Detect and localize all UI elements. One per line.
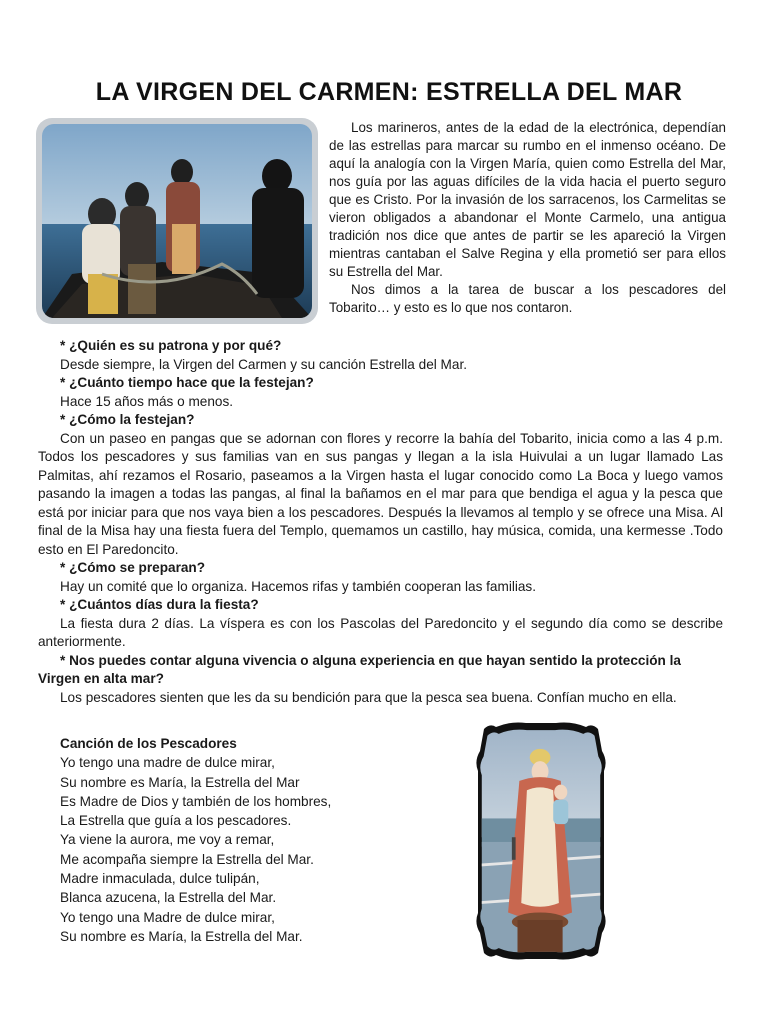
answer: Los pescadores sienten que les da su bendición para que la pesca sea buena. Confían mucho en ella. <box>60 689 677 705</box>
song-line: La Estrella que guía a los pescadores. <box>60 813 292 829</box>
question: * ¿Cómo la festejan? <box>60 412 195 427</box>
song-line: Su nombre es María, la Estrella del Mar. <box>60 928 303 944</box>
answer: Desde siempre, la Virgen del Carmen y su canción Estrella del Mar. <box>60 356 467 372</box>
answer: La fiesta dura 2 días. La víspera es con los Pascolas del Paredoncito y el segundo día como se describe anteriormente. <box>38 615 723 649</box>
answer: Hace 15 años más o menos. <box>60 393 234 409</box>
question: * ¿Cuánto tiempo hace que la festejan? <box>60 375 314 390</box>
song-line: Yo tengo una Madre de dulce mirar, <box>60 909 275 925</box>
intro-paragraph: Los marineros, antes de la edad de la electrónica, dependían de las estrellas para marcar su rumbo en el inmenso océano. De aquí la analogía con la Virgen María, quien como Estrella del Mar, nos guía por las aguas difíciles de la vida hacia el puerto seguro que es Cristo. Por la invasión de los sarracenos, los Carmelitas se vieron obligados a abandonar el Monte Carmelo, una antigua tradición nos dice que antes de partir se les apareció la Virgen mientras cantaban el Salve Regina y ella prometió ser para ellos su Estrella del Mar. <box>329 120 726 279</box>
page-title: LA VIRGEN DEL CARMEN: ESTRELLA DEL MAR <box>95 78 683 106</box>
intro-paragraph: Nos dimos a la tarea de buscar a los pescadores del Tobarito… y esto es lo que nos contaron. <box>329 282 726 315</box>
song <box>60 734 440 946</box>
question: * Nos puedes contar alguna vivencia o alguna experiencia en que hayan sentido la protección la Virgen en alta mar? <box>38 652 681 686</box>
interview <box>38 337 723 707</box>
answer: Hay un comité que lo organiza. Hacemos rifas y también cooperan las familias. <box>60 578 537 594</box>
fishermen-photo <box>42 124 312 318</box>
song-line: Yo tengo una madre de dulce mirar, <box>60 755 275 771</box>
song-line: Madre inmaculada, dulce tulipán, <box>60 871 260 887</box>
intro-text <box>329 119 726 317</box>
fishermen-photo-frame <box>36 118 318 324</box>
question: * ¿Cómo se preparan? <box>60 560 206 575</box>
question: * ¿Cuántos días dura la fiesta? <box>60 597 259 612</box>
song-line: Su nombre es María, la Estrella del Mar <box>60 774 300 790</box>
answer: Con un paseo en pangas que se adornan con flores y recorre la bahía del Tobarito, inicia como a las 4 p.m. Todos los pescadores y sus familias van en sus pangas y llegan a la isla Huivulai a un lugar llamado Las Palmitas, ahí rezamos el Rosario, paseamos a la Virgen hasta el lugar conocido como La Boca y luego vamos pasando la imagen a todas las pangas, al final la bañamos en el mar para que bendiga el agua y la pesca que está por iniciar para que nos vaya bien a los pescadores. Después la llevamos al templo y se ofrece una Misa. Al final de la Misa hay una fiesta fuera del Templo, quemamos un castillo, hay música, comida, una kermesse .Todo esto en El Paredoncito. <box>38 430 723 557</box>
song-line: Ya viene la aurora, me voy a remar, <box>60 832 275 848</box>
song-line: Es Madre de Dios y también de los hombres, <box>60 793 332 809</box>
song-line: Blanca azucena, la Estrella del Mar. <box>60 890 277 906</box>
song-line: Me acompaña siempre la Estrella del Mar. <box>60 851 314 867</box>
song-title: Canción de los Pescadores <box>60 736 237 751</box>
virgin-statue-photo <box>470 717 612 965</box>
question: * ¿Quién es su patrona y por qué? <box>60 338 282 353</box>
